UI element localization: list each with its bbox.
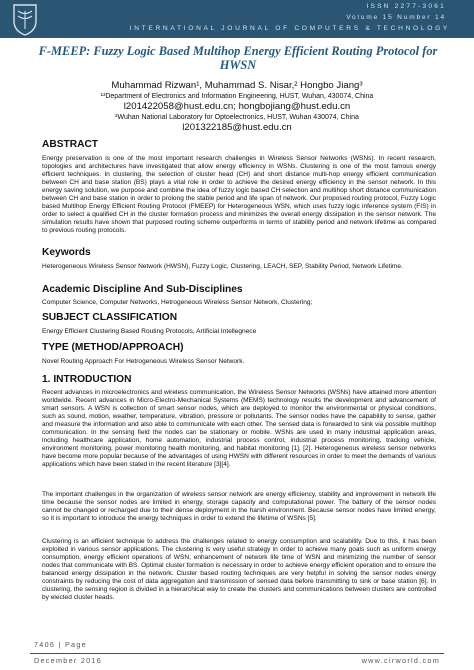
affiliation-2: ²Wuhan National Laboratory for Optoelectronics, HUST, Wuhan 430074, China bbox=[115, 114, 359, 121]
author-emails-1: l201422058@hust.edu.cn; hongbojiang@hust.edu.cn bbox=[123, 101, 351, 112]
type-heading: TYPE (METHOD/APPROACH) bbox=[42, 342, 184, 353]
introduction-paragraph-1: Recent advances in microelectronics and wireless communication, the Wireless Sensor Networks (WSNs) have attained more attention worldwide. Recent advances in Micro-Electro-Mechanical Systems (MEMS) technology results the development and advancement of smart sensors. A WSN is collection of smart sensor nodes, which are deployed to monitor the environmental or physical conditions, such as sound, motion, weather, temperature, vibration, pressure or pollutants. The sensor nodes have the capability to sense, gather and measure the information and also able to communicate with each other. The sensed data is forwarded to sink via possible multihop communication. In the sensing field the nodes can be stationary or mobile. WSNs are used in many industrial application areas, including healthcare application, home automation, industrial process control, industrial process monitoring, tracking vehicle, environment monitoring, power monitoring health monitoring, and habitat monitoring [1], [2]. Heterogeneous wireless sensor networks have become more popular because of the advantages of using HWSN with different resources in order to meet the demands of various applications which have been stated in the recent literature [3][4]. bbox=[42, 389, 436, 468]
journal-website: www.cirworld.com bbox=[361, 656, 440, 665]
classification-heading: SUBJECT CLASSIFICATION bbox=[42, 312, 178, 323]
type-text: Novel Routing Approach For Hetrogeneous Wireless Sensor Network. bbox=[42, 358, 245, 365]
issue-date: December 2016 bbox=[34, 656, 103, 665]
introduction-heading: 1. INTRODUCTION bbox=[42, 374, 132, 385]
discipline-text: Computer Science, Computer Networks, Hetrogeneous Wireless Sensor Network, Clustering; bbox=[42, 299, 313, 306]
introduction-paragraph-3: Clustering is an efficient technique to address the challenges related to energy consumption and scalability. Due to this, it has been exploited in various sensor applications. The clustering is very useful strategy in order to achieve many goals such as uniform energy consumption, energy efficient operations of WSN, enhancement of network life time of WSN and minimizing the number of sensor nodes that communicate with BS. Optimal cluster formation is necessary in order to achieve energy efficient operation and to ensure the balanced energy dissipation in the network. Cluster based routing techniques are very helpful in solving the sensor nodes energy constraints by reducing the cost of data aggregation and transmission of sensed data before transmitting to sink or base station [6]. In clustering, the sensing region is divided in a hierarchical way to create the clusters and communications between clusters are controlled by elected cluster heads. bbox=[42, 538, 436, 601]
introduction-paragraph-2: The important challenges in the organization of wireless sensor network are energy efficiency, stability and improvement in network life time because the sensor nodes are limited in energy, storage capacity and computational power. The battery of the sensor nodes cannot be changed or recharged due to their dense deployment in the harsh environment. Because sensor nodes have limited energy, so it is important to introduce the energy techniques in order to extend the lifetime of WSNs [5]. bbox=[42, 491, 436, 522]
journal-logo-icon bbox=[8, 2, 42, 36]
affiliation-1: ¹³Department of Electronics and Information Engineering, HUST, Wuhan, 430074, China bbox=[100, 93, 374, 100]
paper-title: F-MEEP: Fuzzy Logic Based Multihop Energy Efficient Routing Protocol for HWSN bbox=[38, 44, 438, 72]
abstract-text: Energy preservation is one of the most important research challenges in Wireless Sensor Networks (WSNs). In recent research, topologies and architectures have investigated that allow energy efficiency in WSNs. Clustering is one of the most famous energy efficient techniques. In clustering, the selection of cluster head (CH) and short distance multi-hop energy efficient communication between CH and base station (BS) plays a vital role in order to achieve the desired energy efficiency in the sensor network. In this energy saving solution, we purpose and combine the idea of fuzzy logic based CH selection and multihop short distance communication between CH and base station in order to prolong the stable period and life span of network. Our proposed routing protocol, Fuzzy Logic based Multihop Energy Efficient Routing Protocol (FMEEP) for Heterogeneous WSN, which uses fuzzy logic inference system (FIS) in order to select a qualified CH in the cluster formation process and minimizes the overall energy dissipation in the sensor network. The simulation results have shown that purposed routing scheme outperforms in terms of stability period and network lifetime as compared to previous routing protocols. bbox=[42, 155, 436, 234]
author-list: Muhammad Rizwan¹, Muhammad S. Nisar,² Hongbo Jiang³ bbox=[111, 80, 363, 91]
discipline-heading: Academic Discipline And Sub-Disciplines bbox=[42, 284, 243, 295]
author-emails-2: l201322185@hust.edu.cn bbox=[182, 122, 292, 133]
classification-text: Energy Efficient Clustering Based Routing Protocols, Artificial Intellegnece bbox=[42, 328, 257, 335]
journal-name: INTERNATIONAL JOURNAL OF COMPUTERS & TECHNOLOGY bbox=[129, 25, 450, 32]
journal-banner bbox=[0, 0, 474, 38]
keywords-text: Heterogeneous Wireless Sensor Network (HWSN), Fuzzy Logic, Clustering, LEACH, SEP, Stability Period, Network Lifetime. bbox=[42, 263, 403, 270]
abstract-heading: ABSTRACT bbox=[42, 139, 99, 150]
issn-label: ISSN 2277-3061 bbox=[366, 3, 446, 10]
keywords-heading: Keywords bbox=[42, 247, 91, 258]
footer-divider bbox=[30, 653, 444, 654]
volume-label: Volume 15 Number 14 bbox=[346, 14, 446, 21]
page-number: 7406 | Page bbox=[34, 640, 87, 649]
